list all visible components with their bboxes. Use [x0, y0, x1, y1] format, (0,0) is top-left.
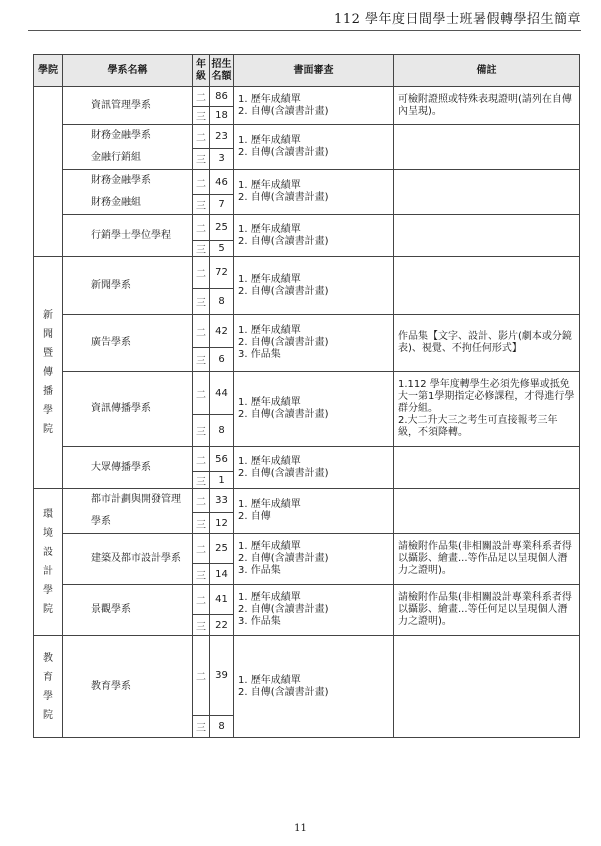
college-cell	[34, 257, 63, 489]
dept-cell	[63, 87, 193, 125]
table-body	[34, 87, 580, 738]
quota-cell: 72	[210, 257, 234, 289]
review-item: 2. 自傳(含讀書計畫)	[238, 337, 329, 348]
review-cell	[234, 372, 394, 447]
dept-cell	[63, 215, 193, 257]
review-cell	[234, 87, 394, 125]
dept-name: 金融行銷組	[91, 152, 141, 163]
review-cell	[234, 215, 394, 257]
note-text: 1.112 學年度轉學生必須先修畢或抵免大一第1學期指定必修課程，才得進行學群分組。	[398, 379, 575, 414]
grade-cell: 三	[193, 195, 210, 215]
review-item: 1. 歷年成績單	[238, 180, 301, 191]
table-row	[34, 170, 580, 195]
quota-cell: 22	[210, 615, 234, 636]
review-item: 1. 歷年成績單	[238, 541, 301, 552]
note-cell	[394, 170, 580, 215]
table-row	[34, 489, 580, 513]
note-text: 可檢附證照或特殊表現證明(請列在自傳內呈現)。	[398, 93, 572, 117]
review-cell	[234, 534, 394, 585]
table-row	[34, 534, 580, 564]
grade-cell: 三	[193, 241, 210, 257]
dept-name: 景觀學系	[91, 604, 131, 615]
header-dept: 學系名稱	[63, 55, 193, 87]
header-college: 學院	[34, 55, 63, 87]
note-cell	[394, 447, 580, 489]
grade-cell: 三	[193, 348, 210, 372]
grade-cell: 三	[193, 716, 210, 738]
dept-cell	[63, 585, 193, 636]
dept-name: 教育學系	[91, 680, 131, 692]
grade-cell: 二	[193, 372, 210, 415]
review-item: 2. 自傳(含讀書計畫)	[238, 147, 329, 158]
dept-cell	[63, 257, 193, 315]
grade-cell: 三	[193, 513, 210, 534]
quota-cell: 25	[210, 215, 234, 241]
grade-cell: 二	[193, 215, 210, 241]
note-cell	[394, 315, 580, 372]
note-text: 作品集【文字、設計、影片(劇本或分鏡表)、視覺、不拘任何形式】	[398, 331, 572, 354]
review-item: 1. 歷年成績單	[238, 592, 301, 603]
note-cell	[394, 372, 580, 447]
quota-cell: 14	[210, 564, 234, 585]
review-item: 1. 歷年成績單	[238, 397, 301, 408]
quota-cell: 39	[210, 636, 234, 716]
college-cell	[34, 636, 63, 738]
quota-cell: 8	[210, 716, 234, 738]
review-item: 3. 作品集	[238, 565, 281, 576]
note-cell	[394, 257, 580, 315]
dept-cell	[63, 125, 193, 170]
quota-cell: 42	[210, 315, 234, 348]
note-cell	[394, 636, 580, 738]
grade-cell: 三	[193, 289, 210, 315]
quota-cell: 33	[210, 489, 234, 513]
dept-cell	[63, 372, 193, 447]
review-cell	[234, 315, 394, 372]
review-item: 2. 自傳(含讀書計畫)	[238, 192, 329, 203]
grade-cell: 三	[193, 148, 210, 169]
quota-cell: 5	[210, 241, 234, 257]
grade-cell: 二	[193, 585, 210, 615]
dept-name: 財務金融學系	[91, 175, 151, 186]
review-cell	[234, 447, 394, 489]
table-row	[34, 257, 580, 289]
review-cell	[234, 170, 394, 215]
grade-cell: 二	[193, 257, 210, 289]
table-row	[34, 447, 580, 472]
quota-cell: 86	[210, 87, 234, 107]
college-name: 新聞暨傳播學院	[43, 310, 53, 435]
header-grade: 年級	[193, 55, 210, 87]
table-row	[34, 87, 580, 107]
review-item: 1. 歷年成績單	[238, 273, 301, 285]
college-name: 環境設計學院	[43, 509, 53, 615]
quota-cell: 23	[210, 125, 234, 149]
quota-cell: 44	[210, 372, 234, 415]
quota-cell: 7	[210, 195, 234, 215]
grade-cell: 二	[193, 87, 210, 107]
note-cell	[394, 534, 580, 585]
dept-name: 行銷學士學位學程	[91, 229, 171, 241]
dept-cell	[63, 534, 193, 585]
dept-name: 學系	[91, 516, 111, 527]
grade-cell: 三	[193, 564, 210, 585]
review-item: 2. 自傳(含讀書計畫)	[238, 686, 329, 698]
quota-cell: 18	[210, 107, 234, 125]
grade-cell: 三	[193, 615, 210, 636]
grade-cell: 二	[193, 125, 210, 149]
review-item: 2. 自傳(含讀書計畫)	[238, 235, 329, 247]
review-item: 1. 歷年成績單	[238, 223, 301, 235]
review-item: 2. 自傳(含讀書計畫)	[238, 105, 329, 117]
quota-cell: 41	[210, 585, 234, 615]
dept-cell	[63, 489, 193, 534]
note-cell	[394, 87, 580, 125]
quota-cell: 8	[210, 415, 234, 447]
review-item: 1. 歷年成績單	[238, 93, 301, 105]
review-item: 1. 歷年成績單	[238, 499, 301, 510]
dept-cell	[63, 315, 193, 372]
header-quota: 招生名額	[210, 55, 234, 87]
grade-cell: 三	[193, 472, 210, 489]
note-cell	[394, 215, 580, 257]
review-item: 2. 自傳(含讀書計畫)	[238, 604, 329, 615]
table-row	[34, 372, 580, 415]
note-text: 2.大二升大三之考生可直接報考三年級，不須降轉。	[398, 415, 558, 438]
table-row	[34, 315, 580, 348]
dept-name: 財務金融組	[91, 197, 141, 208]
college-name: 教育學院	[43, 652, 53, 721]
review-cell	[234, 636, 394, 738]
dept-cell	[63, 170, 193, 215]
college-cell	[34, 87, 63, 257]
admission-table	[33, 54, 580, 738]
document-header: 112 學年度日間學士班暑假轉學招生簡章	[334, 12, 581, 27]
review-item: 2. 自傳(含讀書計畫)	[238, 285, 329, 297]
review-cell	[234, 257, 394, 315]
review-item: 2. 自傳(含讀書計畫)	[238, 467, 329, 479]
note-text: 請檢附作品集(非相關設計專業科系者得以攝影、繪畫...等作品足以呈現個人潛力之證明)。	[398, 541, 572, 576]
review-item: 1. 歷年成績單	[238, 325, 301, 336]
review-item: 3. 作品集	[238, 616, 281, 627]
college-cell	[34, 489, 63, 636]
grade-cell: 三	[193, 107, 210, 125]
grade-cell: 二	[193, 447, 210, 472]
grade-cell: 二	[193, 489, 210, 513]
table-row	[34, 636, 580, 716]
review-item: 2. 自傳(含讀書計畫)	[238, 409, 329, 420]
note-text: 請檢附作品集(非相關設計專業科系者得以攝影、繪畫...等任何足以呈現個人潛力之證明)。	[398, 592, 572, 627]
dept-name: 新聞學系	[91, 279, 131, 291]
quota-cell: 8	[210, 289, 234, 315]
table-row	[34, 585, 580, 615]
grade-cell: 二	[193, 636, 210, 716]
quota-cell: 3	[210, 148, 234, 169]
quota-cell: 46	[210, 170, 234, 195]
quota-cell: 25	[210, 534, 234, 564]
table-row	[34, 125, 580, 149]
note-cell	[394, 489, 580, 534]
dept-name: 廣告學系	[91, 337, 131, 348]
dept-cell	[63, 447, 193, 489]
review-item: 2. 自傳(含讀書計畫)	[238, 553, 329, 564]
review-item: 1. 歷年成績單	[238, 455, 301, 467]
grade-cell: 二	[193, 315, 210, 348]
dept-name: 大眾傳播學系	[91, 461, 151, 473]
dept-cell	[63, 636, 193, 738]
header-rule	[28, 30, 581, 31]
review-item: 2. 自傳	[238, 511, 271, 522]
review-cell	[234, 489, 394, 534]
review-cell	[234, 125, 394, 170]
table-row	[34, 215, 580, 241]
grade-cell: 二	[193, 534, 210, 564]
note-cell	[394, 125, 580, 170]
grade-cell: 二	[193, 170, 210, 195]
dept-name: 資訊傳播學系	[91, 403, 151, 414]
note-cell	[394, 585, 580, 636]
dept-name: 資訊管理學系	[91, 99, 151, 111]
dept-name: 財務金融學系	[91, 130, 151, 141]
quota-cell: 6	[210, 348, 234, 372]
review-item: 1. 歷年成績單	[238, 674, 301, 686]
page-number: 11	[294, 823, 307, 834]
dept-name: 建築及都市設計學系	[91, 553, 181, 564]
review-item: 1. 歷年成績單	[238, 135, 301, 146]
review-cell	[234, 585, 394, 636]
dept-name: 都市計劃與開發管理	[91, 494, 181, 505]
quota-cell: 12	[210, 513, 234, 534]
review-item: 3. 作品集	[238, 349, 281, 360]
quota-cell: 1	[210, 472, 234, 489]
quota-cell: 56	[210, 447, 234, 472]
grade-cell: 三	[193, 415, 210, 447]
table-header-row	[34, 55, 580, 87]
header-note: 備註	[394, 55, 580, 87]
header-review: 書面審查	[234, 55, 394, 87]
